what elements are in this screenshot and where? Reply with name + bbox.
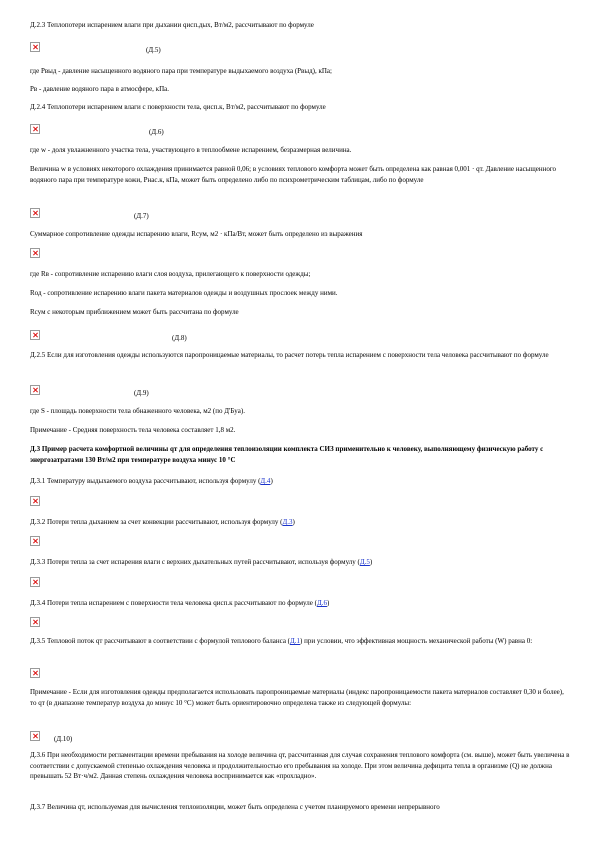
section-d3-heading: Д.3 Пример расчета комфортной величины qт для определения теплоизоляции комплекта СИЗ применительно к человеку, выполняющему физическую работу с энергозатратами 130 Вт/м2 при температуре воздуха минус 10 °С — [30, 445, 544, 464]
paragraph-d35 — [30, 636, 570, 647]
equation-number: (Д.8) — [172, 334, 187, 342]
formula-link-d4[interactable]: Д.4 — [260, 477, 271, 485]
paragraph-d33-text: Д.3.3 Потери тепла за счет испарения влаги с верхних дыхательных путей рассчитывают, используя формулу ( — [30, 558, 360, 566]
equation-number: (Д.6) — [149, 128, 164, 136]
broken-image-icon — [30, 124, 40, 134]
definition-rod: Rод - сопротивление испарению влаги пакета материалов одежды и воздушных прослоек между ними. — [30, 289, 338, 297]
formula-link-d1[interactable]: Д.1 — [290, 637, 301, 645]
paragraph-d31 — [30, 476, 570, 486]
definition-rv: где Rв - сопротивление испарению влаги слоя воздуха, прилегающего к поверхности одежды; — [30, 270, 311, 278]
paragraph-rsum: Суммарное сопротивление одежды испарению влаги, Rсум, м2 · кПа/Вт, может быть определено из выражения — [30, 230, 363, 238]
formula-link-d5[interactable]: Д.5 — [359, 558, 370, 566]
paragraph-d33 — [30, 557, 570, 567]
broken-image-icon — [30, 731, 40, 741]
paragraph-d35-text: Д.3.5 Тепловой поток qт рассчитывают в соответствии с формулой теплового баланса ( — [30, 637, 291, 645]
equation-number: (Д.7) — [134, 212, 149, 220]
formula-link-d3[interactable]: Д.3 — [282, 518, 293, 526]
paragraph-d31-close: ) — [270, 477, 273, 485]
broken-image-icon — [30, 248, 40, 258]
note-permeable-materials: Примечание - Если для изготовления одежды предполагается использовать паропроницаемые материалы (индекс паропроницаемости пакета материалов составляет 0,30 и более), то qт (в диапазоне температур воздуха до минус 10 °С) может быть ориентировочно определена также из следующей формулы: — [30, 688, 564, 707]
broken-image-icon — [30, 668, 40, 678]
definition-pv: Рв - давление водяного пара в атмосфере, кПа. — [30, 85, 169, 93]
paragraph-d23: Д.2.3 Теплопотери испарением влаги при дыхании qисп.дых, Вт/м2, рассчитывают по формуле — [30, 21, 314, 29]
paragraph-d35-rest: ) при условии, что эффективная мощность механической работы (W) равна 0: — [300, 637, 533, 645]
paragraph-d33-close: ) — [369, 558, 373, 566]
paragraph-d32 — [30, 517, 570, 527]
paragraph-d32-text: Д.3.2 Потери тепла дыханием за счет конвекции рассчитывают, используя формулу ( — [30, 518, 283, 526]
equation-number: (Д.5) — [146, 46, 161, 54]
broken-image-icon — [30, 208, 40, 218]
definition-pvyd: где Рвыд - давление насыщенного водяного пара при температуре выдыхаемого воздуха (Рвыд), кПа; — [30, 67, 332, 75]
paragraph-d25: Д.2.5 Если для изготовления одежды используются паропроницаемые материалы, то расчет потерь тепла испарением с поверхности тела человека рассчитывают по формуле — [30, 351, 549, 359]
paragraph-w-value: Величина w в условиях некоторого охлаждения принимается равной 0,06; в условиях теплового комфорта может быть определена как равная 0,001 · qт. Давление насыщенного водяного пара при температуре кожи, Рнас.к, кПа, может быть определено либо по психрометрическим таблицам, либо по формуле — [30, 165, 557, 184]
broken-image-icon — [30, 330, 40, 340]
equation-number: (Д.10) — [54, 735, 73, 743]
broken-image-icon — [30, 617, 40, 627]
definition-w: где w - доля увлажненного участка тела, участвующего в теплообмене испарением, безразмерная величина. — [30, 146, 352, 154]
paragraph-rsum-approx: Rсум с некоторым приближением может быть рассчитана по формуле — [30, 308, 239, 316]
paragraph-d36: Д.3.6 При необходимости регламентации времени пребывания на холоде величина qт, рассчитанная для случая сохранения теплового комфорта (см. выше), может быть увеличена в соответствии с допускаемой степенью охлаждения человека и продолжительностью его пребывания на холоде. При этом величина дефицита тепла в организме (Q) не должна превышать 52 Вт·ч/м2. Данная степень охлаждения человека воспринимается как «прохладно». — [30, 751, 570, 780]
formula-link-d6[interactable]: Д.6 — [316, 599, 327, 607]
broken-image-icon — [30, 42, 40, 52]
broken-image-icon — [30, 577, 40, 587]
broken-image-icon — [30, 536, 40, 546]
paragraph-d31-text: Д.3.1 Температуру выдыхаемого воздуха рассчитывают, используя формулу ( — [30, 477, 261, 485]
paragraph-d32-close: ) — [292, 518, 295, 526]
equation-number: (Д.9) — [134, 389, 149, 397]
paragraph-d24: Д.2.4 Теплопотери испарением влаги с поверхности тела, qисп.к, Вт/м2, рассчитывают по формуле — [30, 103, 326, 111]
broken-image-icon — [30, 496, 40, 506]
paragraph-d37: Д.3.7 Величина qт, используемая для вычисления теплоизоляции, может быть определена с учетом планируемого времени непрерывного — [30, 803, 440, 811]
paragraph-d34 — [30, 598, 570, 608]
definition-s: где S - площадь поверхности тела обнаженного человека, м2 (по Д'Бyа). — [30, 407, 245, 415]
broken-image-icon — [30, 385, 40, 395]
paragraph-d34-text: Д.3.4 Потери тепла испарением с поверхности тела человека qисп.к рассчитывают по формуле ( — [30, 599, 317, 607]
paragraph-d34-close: ) — [326, 599, 330, 607]
note-body-surface: Примечание - Средняя поверхность тела человека составляет 1,8 м2. — [30, 426, 236, 434]
